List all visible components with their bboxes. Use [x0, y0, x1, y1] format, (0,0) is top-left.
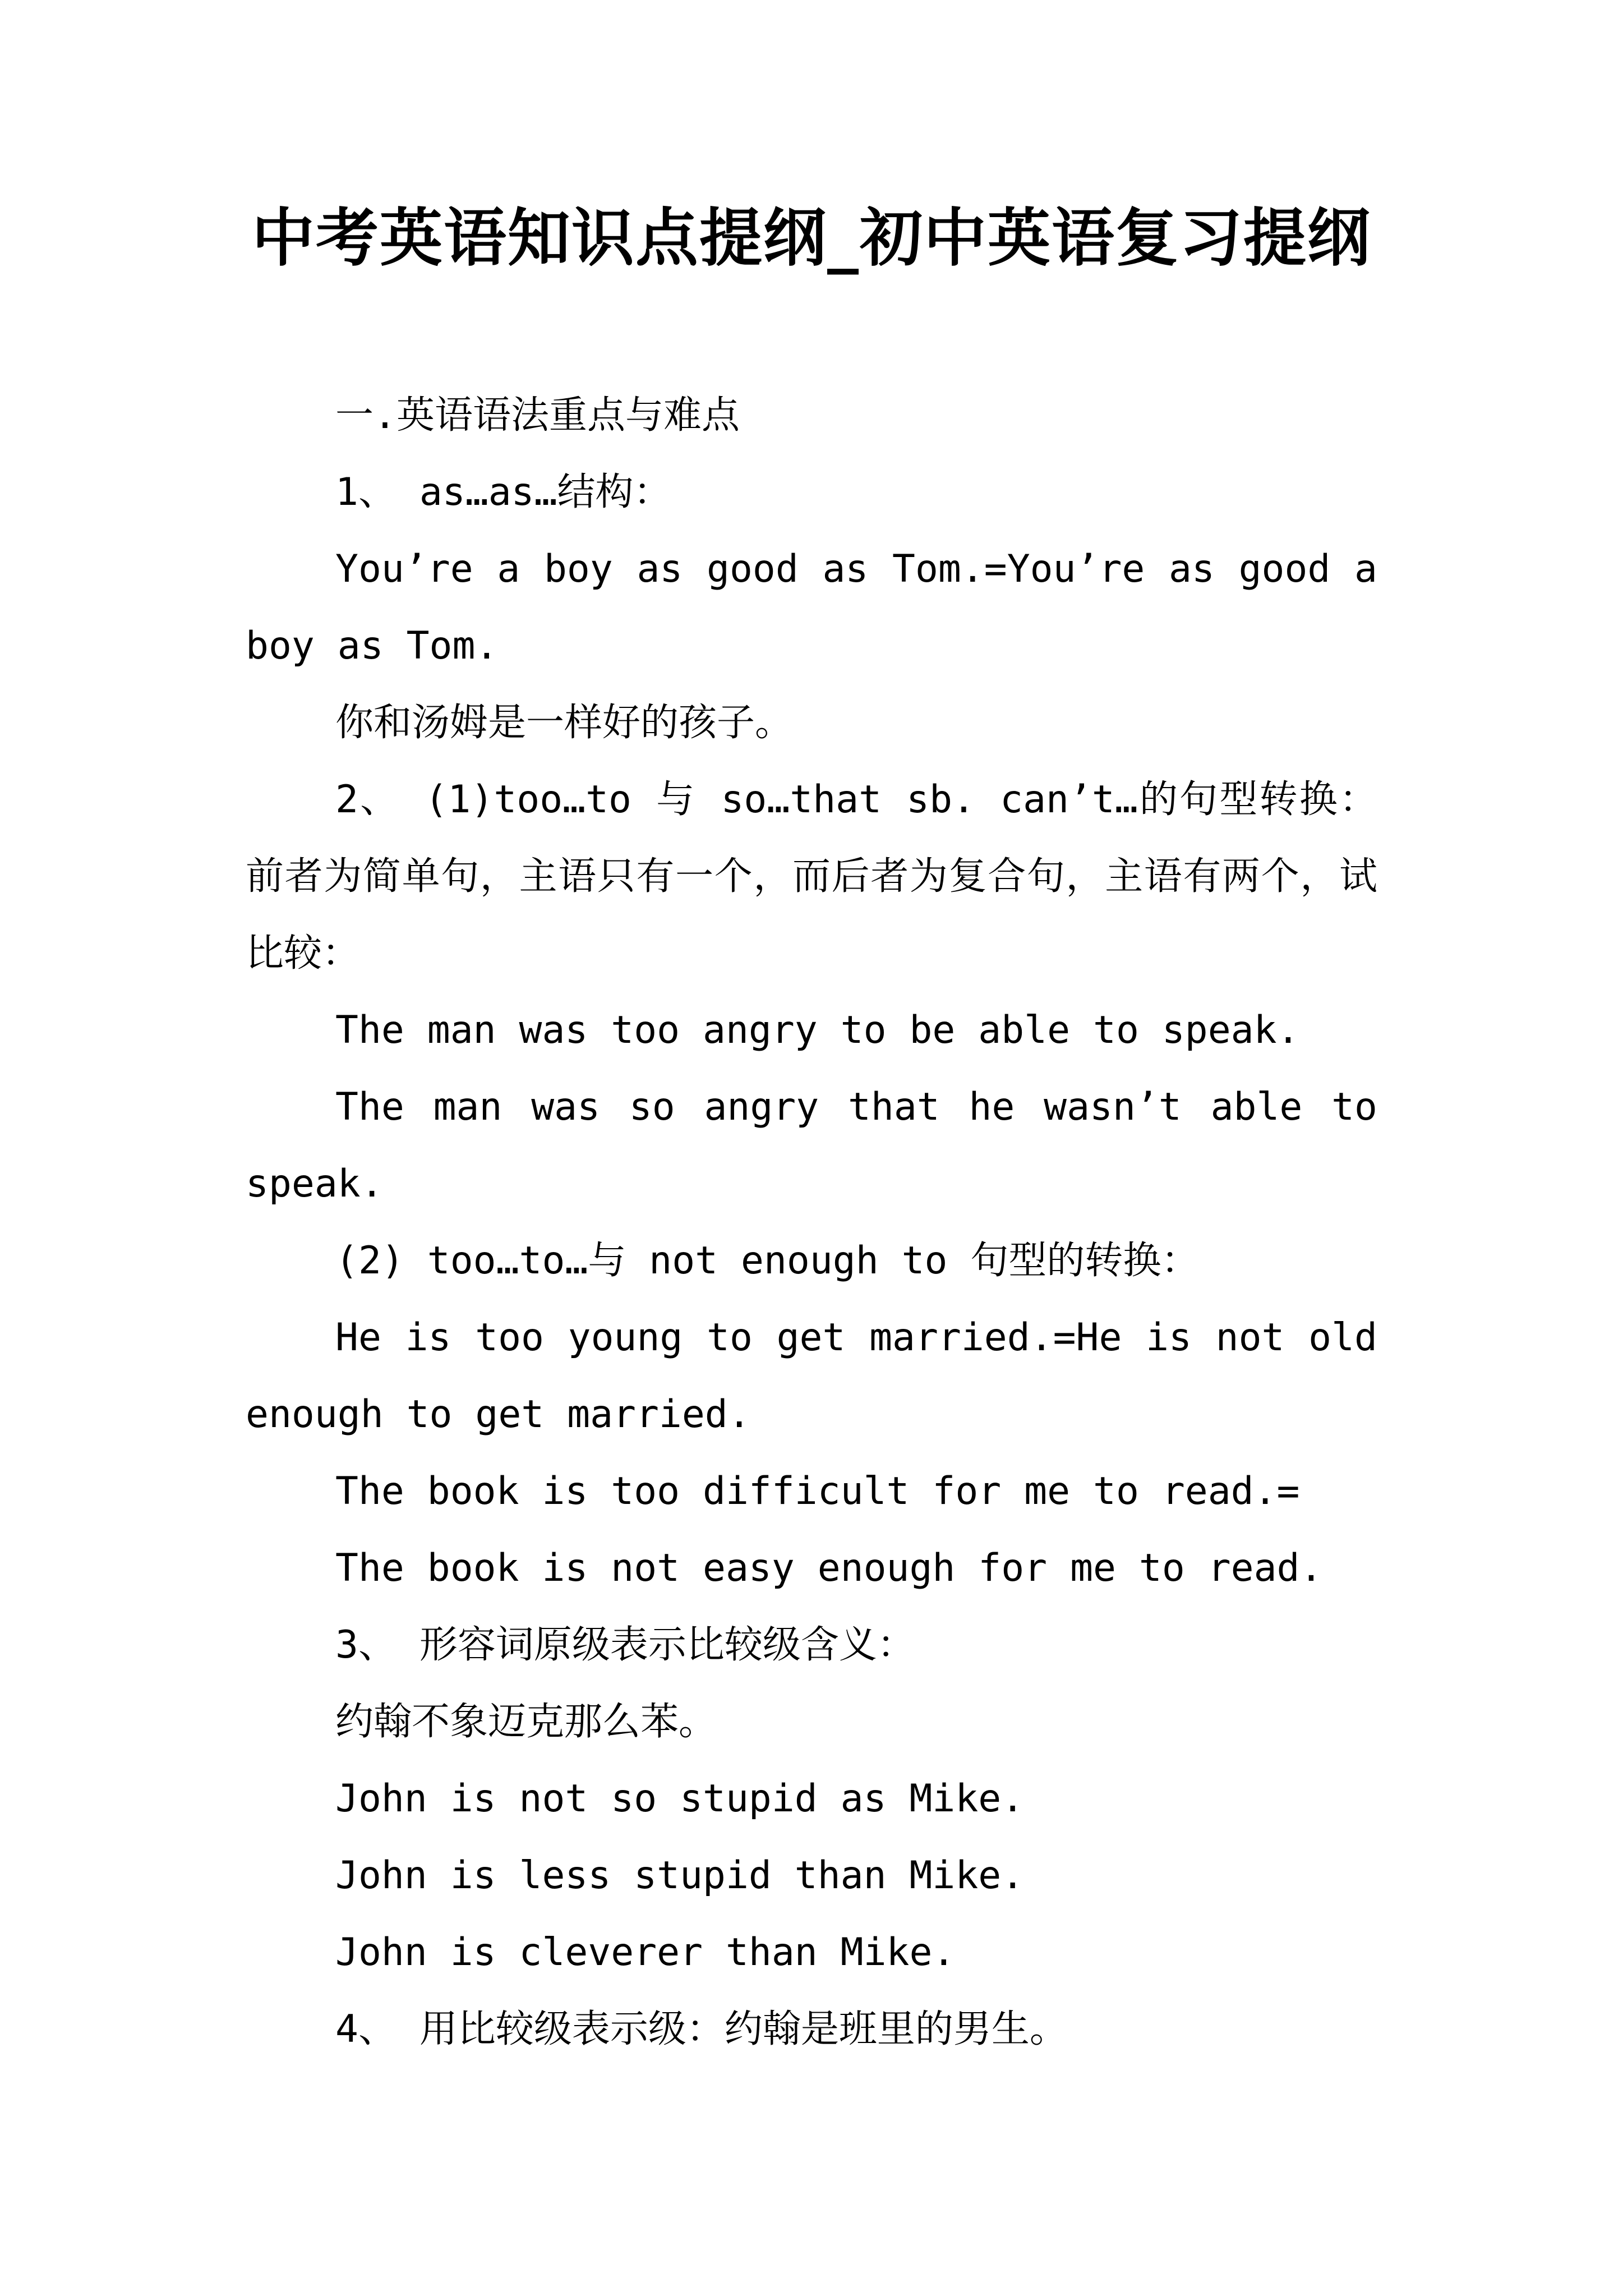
paragraph: (2) too…to…与 not enough to 句型的转换：: [335, 1239, 1200, 1283]
document-body: [246, 377, 1377, 2068]
paragraph: 你和汤姆是一样好的孩子。: [335, 701, 794, 745]
paragraph: The book is not easy enough for me to read.: [335, 1546, 1323, 1590]
document-title: 中考英语知识点提纲_初中英语复习提纲: [252, 202, 1371, 275]
paragraph: The man was too angry to be able to speak.: [335, 1008, 1300, 1052]
paragraph: 约翰不象迈克那么苯。: [335, 1700, 717, 1744]
paragraph: You’re a boy as good as Tom.=You’re as good a boy as Tom.: [246, 547, 1377, 668]
paragraph: 2、 (1)too…to 与 so…that sb. can’t…的句型转换：前者为简单句，主语只有一个，而后者为复合句，主语有两个，试比较：: [246, 777, 1377, 976]
paragraph: The book is too difficult for me to read.=: [335, 1469, 1300, 1513]
section-heading: 一.英语语法重点与难点: [335, 393, 740, 438]
paragraph: 4、 用比较级表示级：约翰是班里的男生。: [335, 2007, 1068, 2051]
paragraph: 3、 形容词原级表示比较级含义：: [335, 1623, 915, 1667]
paragraph: 1、 as…as…结构：: [335, 470, 672, 514]
paragraph: He is too young to get married.=He is not old enough to get married.: [246, 1315, 1377, 1437]
paragraph: The man was so angry that he wasn’t able to speak.: [246, 1085, 1377, 1206]
paragraph: John is not so stupid as Mike.: [335, 1777, 1025, 1821]
paragraph: John is cleverer than Mike.: [335, 1930, 956, 1975]
paragraph: John is less stupid than Mike.: [335, 1853, 1025, 1898]
